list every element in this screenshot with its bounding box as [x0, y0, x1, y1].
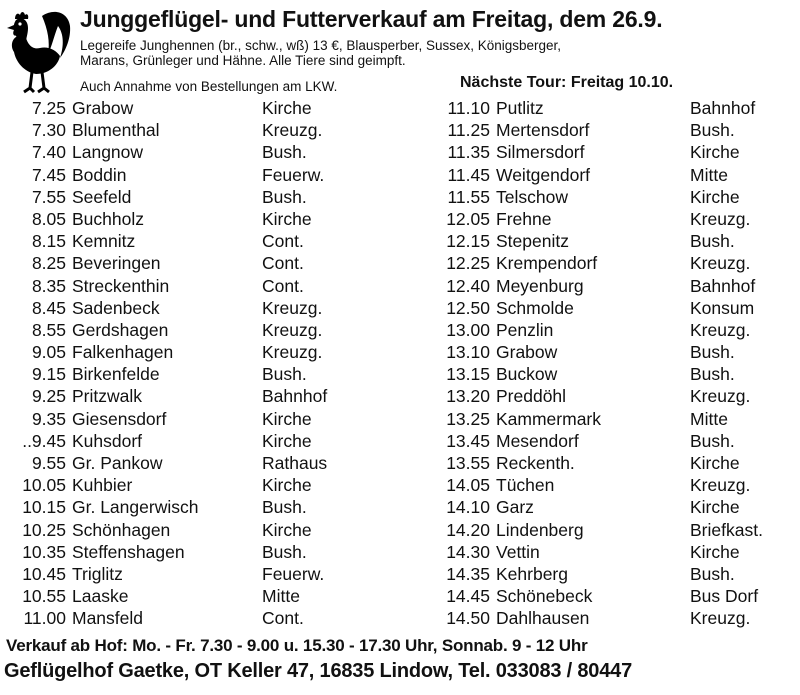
- farm-address: Geflügelhof Gaetke, OT Keller 47, 16835 Lindow, Tel. 033083 / 80447: [4, 660, 632, 682]
- stop-place: Mesendorf: [496, 430, 579, 451]
- stop-location: Bahnhof: [690, 98, 756, 118]
- stop-time: 13.15: [446, 364, 490, 385]
- stop-time: 13.25: [446, 408, 490, 429]
- stop-place: Steffenshagen: [72, 541, 185, 562]
- stop-place: Kemnitz: [72, 231, 136, 252]
- stop-place: Triglitz: [72, 563, 123, 584]
- stop-time: ..9.45: [22, 430, 66, 451]
- stop-place: Vettin: [496, 541, 540, 562]
- stop-location: Bush.: [262, 541, 307, 562]
- stop-location: Kirche: [262, 208, 312, 229]
- stop-place: Buchholz: [72, 208, 144, 229]
- stop-time: 7.55: [31, 186, 66, 207]
- stop-location: Kirche: [262, 98, 312, 118]
- stop-location: Mitte: [262, 586, 300, 607]
- stop-location: Rathaus: [262, 453, 328, 473]
- stop-location: Cont.: [262, 608, 304, 629]
- stop-time: 14.30: [446, 541, 490, 562]
- stop-location: Bush.: [262, 497, 307, 518]
- stop-place: Mansfeld: [72, 608, 144, 629]
- stop-location: Briefkast.: [690, 519, 763, 540]
- stop-place: Grabow: [496, 342, 558, 363]
- stop-time: 10.35: [22, 541, 66, 562]
- stop-place: Kuhsdorf: [72, 430, 143, 451]
- stop-place: Dahlhausen: [496, 608, 590, 629]
- stop-place: Buckow: [496, 364, 558, 385]
- stop-time: 14.45: [446, 586, 490, 607]
- stop-time: 12.05: [446, 208, 490, 229]
- stop-place: Penzlin: [496, 319, 554, 340]
- stop-place: Reckenth.: [496, 453, 575, 473]
- stop-place: Streckenthin: [72, 275, 170, 296]
- stop-place: Seefeld: [72, 186, 132, 207]
- stop-time: 10.05: [22, 475, 66, 496]
- stop-time: 14.35: [446, 563, 490, 584]
- stop-location: Bush.: [262, 142, 307, 163]
- stop-location: Kreuzg.: [262, 342, 323, 363]
- stop-place: Frehne: [496, 208, 552, 229]
- stop-time: 10.25: [22, 519, 66, 540]
- stop-time: 12.25: [446, 253, 490, 274]
- description-line: Marans, Grünleger und Hähne. Alle Tiere sind geimpft.: [80, 53, 406, 68]
- stop-time: 10.15: [22, 497, 66, 518]
- stop-place: Gr. Langerwisch: [72, 497, 199, 518]
- stop-place: Giesensdorf: [72, 408, 167, 429]
- stop-place: Kehrberg: [496, 563, 568, 584]
- ad-title: Junggeflügel- und Futterverkauf am Freitag, dem 26.9.: [80, 6, 663, 32]
- stop-location: Feuerw.: [262, 563, 325, 584]
- stop-place: Sadenbeck: [72, 297, 160, 318]
- stop-place: Putlitz: [496, 98, 544, 118]
- stop-time: 9.35: [31, 408, 66, 429]
- stop-time: 11.55: [447, 186, 490, 207]
- stop-location: Kirche: [690, 142, 740, 163]
- stop-place: Schmolde: [496, 297, 574, 318]
- stop-time: 12.50: [446, 297, 490, 318]
- stop-place: Krempendorf: [496, 253, 598, 274]
- stop-place: Tüchen: [496, 475, 555, 496]
- stop-location: Bus Dorf: [690, 586, 759, 607]
- stop-place: Telschow: [496, 186, 568, 207]
- stop-time: 10.55: [22, 586, 66, 607]
- stop-location: Kreuzg.: [262, 120, 323, 141]
- stop-location: Kirche: [690, 186, 740, 207]
- stop-time: 13.10: [446, 342, 490, 363]
- stop-time: 13.00: [446, 319, 490, 340]
- stop-time: 8.25: [31, 253, 66, 274]
- stop-location: Kirche: [690, 541, 740, 562]
- stop-place: Kammermark: [496, 408, 602, 429]
- stop-location: Bahnhof: [690, 275, 756, 296]
- description-line: Legereife Junghennen (br., schw., wß) 13 €, Blausperber, Sussex, Königsberger,: [80, 38, 562, 53]
- stop-location: Kirche: [690, 497, 740, 518]
- next-tour: Nächste Tour: Freitag 10.10.: [460, 74, 674, 91]
- stop-time: 11.00: [23, 608, 66, 629]
- stop-location: Cont.: [262, 275, 304, 296]
- stop-place: Garz: [496, 497, 534, 518]
- stop-place: Blumenthal: [72, 120, 160, 141]
- stop-place: Pritzwalk: [72, 386, 143, 407]
- stop-location: Cont.: [262, 231, 304, 252]
- stop-place: Falkenhagen: [72, 342, 174, 363]
- stop-location: Kreuzg.: [690, 208, 751, 229]
- stop-time: 7.25: [31, 98, 66, 118]
- stop-location: Bush.: [262, 186, 307, 207]
- stop-time: 14.10: [446, 497, 490, 518]
- stop-time: 14.50: [446, 608, 490, 629]
- stop-location: Bush.: [690, 342, 735, 363]
- stop-place: Boddin: [72, 164, 127, 185]
- stop-location: Bush.: [690, 231, 735, 252]
- stop-time: 7.30: [31, 120, 66, 141]
- stop-time: 13.55: [446, 453, 490, 473]
- stop-location: Kreuzg.: [690, 475, 751, 496]
- stop-time: 12.40: [446, 275, 490, 296]
- stop-time: 7.45: [31, 164, 66, 185]
- stop-location: Bush.: [690, 364, 735, 385]
- stop-place: Kuhbier: [72, 475, 133, 496]
- stop-time: 11.45: [447, 164, 490, 185]
- stop-location: Cont.: [262, 253, 304, 274]
- stop-time: 9.25: [31, 386, 66, 407]
- stop-time: 9.05: [31, 342, 66, 363]
- stop-location: Kreuzg.: [690, 319, 751, 340]
- stop-place: Schönebeck: [496, 586, 593, 607]
- stop-time: 9.15: [31, 364, 66, 385]
- stop-place: Silmersdorf: [496, 142, 585, 163]
- stop-time: 13.20: [446, 386, 490, 407]
- stop-time: 8.55: [31, 319, 66, 340]
- stop-place: Mertensdorf: [496, 120, 590, 141]
- stop-location: Bush.: [690, 430, 735, 451]
- stop-time: 14.20: [446, 519, 490, 540]
- rooster-icon: [2, 6, 72, 96]
- stop-time: 14.05: [446, 475, 490, 496]
- order-note: Auch Annahme von Bestellungen am LKW.: [80, 79, 338, 94]
- stop-location: Kreuzg.: [690, 253, 751, 274]
- stop-location: Kirche: [262, 430, 312, 451]
- stop-location: Kreuzg.: [262, 319, 323, 340]
- stop-place: Gr. Pankow: [72, 453, 163, 473]
- stop-place: Stepenitz: [496, 231, 569, 252]
- stop-location: Kreuzg.: [262, 297, 323, 318]
- stop-place: Gerdshagen: [72, 319, 169, 340]
- stop-place: Lindenberg: [496, 519, 584, 540]
- stop-location: Bush.: [690, 563, 735, 584]
- stop-time: 8.35: [31, 275, 66, 296]
- stop-time: 8.05: [31, 208, 66, 229]
- stop-place: Meyenburg: [496, 275, 584, 296]
- stop-place: Laaske: [72, 586, 129, 607]
- stop-place: Preddöhl: [496, 386, 567, 407]
- stop-place: Birkenfelde: [72, 364, 160, 385]
- stop-place: Schönhagen: [72, 519, 171, 540]
- stop-time: 7.40: [31, 142, 66, 163]
- stop-location: Konsum: [690, 297, 755, 318]
- stop-time: 11.35: [447, 142, 490, 163]
- stop-place: Langnow: [72, 142, 144, 163]
- stop-location: Feuerw.: [262, 164, 325, 185]
- stop-place: Beveringen: [72, 253, 161, 274]
- stop-location: Bush.: [690, 120, 735, 141]
- stop-time: 11.25: [447, 120, 490, 141]
- farm-sales-hours: Verkauf ab Hof: Mo. - Fr. 7.30 - 9.00 u. 15.30 - 17.30 Uhr, Sonnab. 9 - 12 Uhr: [6, 636, 588, 655]
- stop-location: Bahnhof: [262, 386, 328, 407]
- ad-description: [80, 38, 780, 68]
- stop-place: Weitgendorf: [496, 164, 591, 185]
- stop-place: Grabow: [72, 98, 134, 118]
- stop-location: Kreuzg.: [690, 386, 751, 407]
- stop-time: 8.15: [31, 231, 66, 252]
- stop-location: Mitte: [690, 408, 728, 429]
- stop-location: Mitte: [690, 164, 728, 185]
- stop-location: Kreuzg.: [690, 608, 751, 629]
- stop-time: 9.55: [31, 453, 66, 473]
- stop-location: Kirche: [262, 519, 312, 540]
- stop-location: Bush.: [262, 364, 307, 385]
- stop-location: Kirche: [262, 408, 312, 429]
- stop-location: Kirche: [690, 453, 740, 473]
- stop-time: 8.45: [31, 297, 66, 318]
- stop-time: 13.45: [446, 430, 490, 451]
- stop-time: 12.15: [446, 231, 490, 252]
- stop-time: 10.45: [22, 563, 66, 584]
- stop-location: Kirche: [262, 475, 312, 496]
- stop-time: 11.10: [447, 98, 490, 118]
